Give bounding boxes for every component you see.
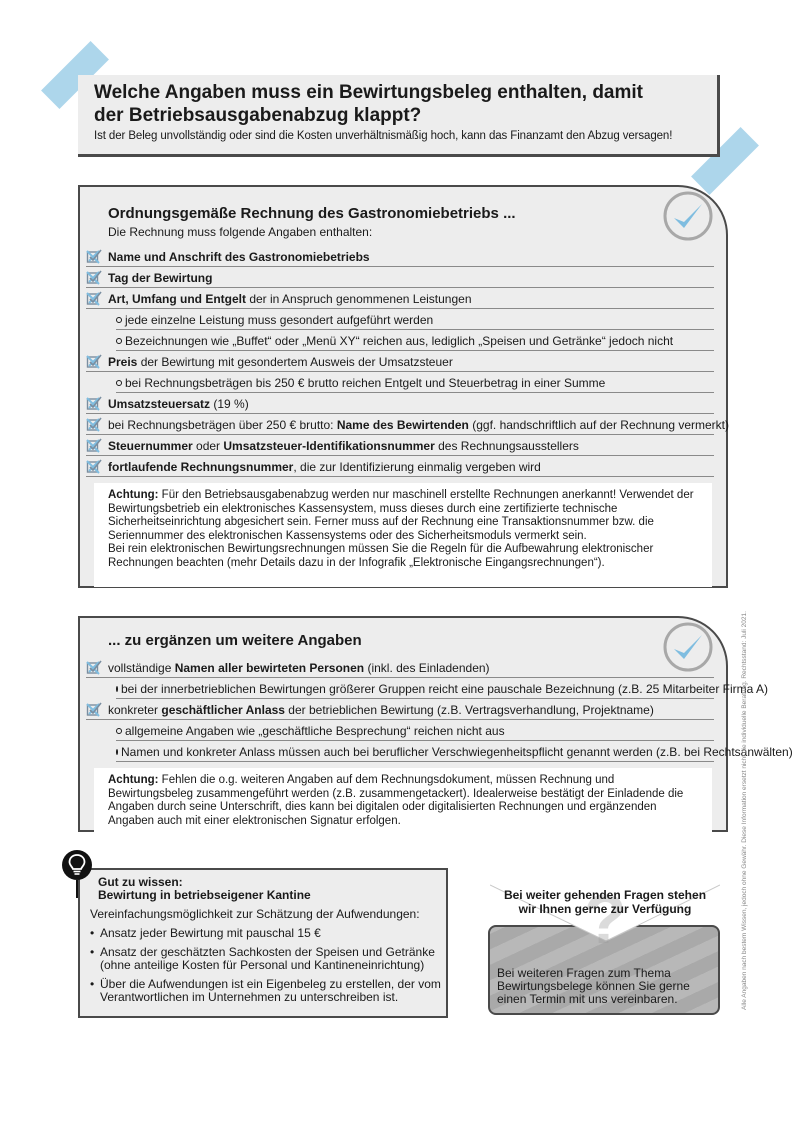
checkbox-checked-icon bbox=[86, 354, 102, 370]
list-item bbox=[86, 700, 714, 720]
list-item bbox=[86, 247, 714, 267]
item-bold: Namen aller bewirteten Personen bbox=[174, 660, 365, 675]
contact-title: Bei weiter gehenden Fragen stehen wir Ihnen gerne zur Verfügung bbox=[503, 888, 707, 916]
checkbox-checked-icon bbox=[86, 249, 102, 265]
item-text: bei Rechnungsbeträgen über 250 € brutto: bbox=[108, 417, 337, 432]
checkbox-checked-icon bbox=[86, 291, 102, 307]
page-title bbox=[94, 81, 717, 127]
item-bold: Art, Umfang und Entgelt bbox=[108, 291, 246, 306]
tip-box bbox=[78, 868, 448, 1018]
item-text: (ggf. handschriftlich auf der Rechnung vermerkt) bbox=[468, 417, 730, 432]
bullet-icon: • bbox=[90, 926, 95, 940]
section-invoice-requirements bbox=[78, 185, 728, 588]
checkbox-checked-icon bbox=[86, 438, 102, 454]
item-text: des Rechnungsausstellers bbox=[434, 438, 579, 453]
list-item bbox=[86, 268, 714, 288]
tip-item bbox=[90, 927, 446, 941]
item-bold: Umsatzsteuer-Identifikationsnummer bbox=[223, 438, 435, 453]
notice-text-2: Bei rein elektronischen Bewirtungsrechnungen müssen Sie die Regeln für die Aufbewahrung elektronischer Rechnungen beachten (mehr Details dazu in der Infografik „Elektronische Eingangsrechnungen“). bbox=[108, 543, 654, 569]
notice-label: Achtung: bbox=[108, 774, 159, 786]
item-text: , die zur Identifizierung einmalig vergeben wird bbox=[293, 459, 541, 474]
lightbulb-icon bbox=[62, 850, 92, 880]
list-item bbox=[86, 436, 714, 456]
list-item bbox=[86, 352, 714, 372]
section-title: ... zu ergänzen um weitere Angaben bbox=[108, 632, 362, 649]
bullet-icon bbox=[116, 749, 118, 755]
notice-box bbox=[94, 483, 712, 587]
item-text: konkreter bbox=[108, 702, 162, 717]
item-text: der betrieblichen Bewirtung (z.B. Vertragsverhandlung, Projektname) bbox=[284, 702, 654, 717]
checkbox-checked-icon bbox=[86, 396, 102, 412]
list-item bbox=[86, 394, 714, 414]
item-bold: Name und Anschrift des Gastronomiebetriebs bbox=[108, 249, 370, 264]
item-text: bei der innerbetrieblichen Bewirtungen größerer Gruppen reicht eine pauschale Bezeichnung (z.B. 25 Mitarbeiter Firma A) bbox=[121, 681, 769, 696]
item-text: der Bewirtung mit gesondertem Ausweis der Umsatzsteuer bbox=[137, 354, 453, 369]
list-subitem bbox=[116, 742, 793, 762]
item-bold: Tag der Bewirtung bbox=[108, 270, 213, 285]
list-item bbox=[86, 457, 714, 477]
notice-text: Fehlen die o.g. weiteren Angaben auf dem Rechnungsdokument, müssen Rechnung und Bewirtungsbeleg zusammengeführt werden (z.B. zusammengetackert). Idealerweise bestätigt der Einladende die Angaben durch seine Unterschrift, dies kann bei digitalen oder digitalisierten Rechnungen und ergänzenden Angaben auch mit einer elektronischen Signatur erfolgen. bbox=[108, 774, 684, 827]
item-text: bei Rechnungsbeträgen bis 250 € brutto reichen Entgelt und Steuerbetrag in einer Summe bbox=[125, 375, 606, 390]
tip-item-text: Ansatz jeder Bewirtung mit pauschal 15 € bbox=[100, 926, 321, 940]
page-title-line2: der Betriebsausgabenabzug klappt? bbox=[94, 105, 422, 126]
bullet-icon bbox=[116, 728, 122, 734]
list-subitem bbox=[116, 373, 714, 393]
item-text: allgemeine Angaben wie „geschäftliche Besprechung“ reichen nicht aus bbox=[125, 723, 505, 738]
item-text: der in Anspruch genommenen Leistungen bbox=[246, 291, 472, 306]
tip-item bbox=[90, 978, 446, 1005]
checkbox-checked-icon bbox=[86, 417, 102, 433]
item-text: Bezeichnungen wie „Buffet“ oder „Menü XY“ reichen aus, lediglich „Speisen und Getränke“ jedoch nicht bbox=[125, 333, 674, 348]
tip-item-text: Über die Aufwendungen ist ein Eigenbeleg zu erstellen, der vom Verantwortlichen im Unternehmen zu unterschreiben ist. bbox=[100, 976, 441, 1004]
tip-intro: Vereinfachungsmöglichkeit zur Schätzung der Aufwendungen: bbox=[90, 907, 420, 921]
item-bold: fortlaufende Rechnungsnummer bbox=[108, 459, 294, 474]
page-subtitle: Ist der Beleg unvollständig oder sind die Kosten unverhältnismäßig hoch, kann das Finanzamt den Abzug versagen! bbox=[94, 130, 673, 142]
svg-text:?: ? bbox=[583, 883, 627, 953]
item-text: jede einzelne Leistung muss gesondert aufgeführt werden bbox=[125, 312, 434, 327]
tip-item bbox=[90, 946, 446, 973]
checkmark-circle-icon bbox=[662, 190, 714, 242]
item-bold: Name des Bewirtenden bbox=[336, 417, 469, 432]
list-item bbox=[86, 415, 730, 435]
tip-item-text: Ansatz der geschätzten Sachkosten der Speisen und Getränke (ohne anteilige Kosten für Personal und Kantineneinrichtung) bbox=[100, 944, 435, 972]
bullet-icon bbox=[116, 686, 118, 692]
list-item bbox=[86, 289, 714, 309]
tip-heading: Gut zu wissen: bbox=[98, 875, 183, 889]
item-bold: geschäftlicher Anlass bbox=[161, 702, 285, 717]
checkbox-checked-icon bbox=[86, 270, 102, 286]
contact-text: Bei weiteren Fragen zum Thema Bewirtungsbelege können Sie gerne einen Termin mit uns vereinbaren. bbox=[497, 966, 690, 1006]
list-subitem bbox=[116, 310, 714, 330]
item-text: oder bbox=[192, 438, 224, 453]
item-bold: Umsatzsteuersatz bbox=[108, 396, 211, 411]
additional-info-list bbox=[86, 658, 793, 763]
page-title-line1: Welche Angaben muss ein Bewirtungsbeleg enthalten, damit bbox=[94, 82, 643, 103]
header-box bbox=[78, 75, 720, 157]
tip-subheading: Bewirtung in betriebseigener Kantine bbox=[98, 888, 311, 902]
list-subitem bbox=[116, 721, 714, 741]
disclaimer-note: Alle Angaben nach bestem Wissen, jedoch ohne Gewähr. Diese Information ersetzt nicht die individuelle Beratung. Rechtsstand: Juli 2021. bbox=[741, 611, 748, 1010]
item-text: (19 %) bbox=[210, 396, 249, 411]
bullet-icon: • bbox=[90, 944, 95, 959]
item-bold: Steuernummer bbox=[108, 438, 193, 453]
list-subitem bbox=[116, 679, 769, 699]
list-subitem bbox=[116, 331, 714, 351]
section-intro: Die Rechnung muss folgende Angaben enthalten: bbox=[108, 225, 373, 239]
bullet-icon bbox=[116, 380, 122, 386]
requirements-list bbox=[86, 247, 730, 478]
item-text: Namen und konkreter Anlass müssen auch bei beruflicher Verschwiegenheitspflicht genannt werden (z.B. bei Rechtsanwälten) bbox=[121, 744, 793, 759]
section-title: Ordnungsgemäße Rechnung des Gastronomiebetriebs ... bbox=[108, 205, 516, 222]
bullet-icon: • bbox=[90, 976, 95, 991]
tip-list bbox=[90, 927, 446, 1005]
notice-label: Achtung: bbox=[108, 489, 159, 501]
item-bold: Preis bbox=[108, 354, 138, 369]
checkbox-checked-icon bbox=[86, 660, 102, 676]
bullet-icon bbox=[116, 317, 122, 323]
list-item bbox=[86, 658, 714, 678]
checkbox-checked-icon bbox=[86, 459, 102, 475]
item-text: vollständige bbox=[108, 660, 175, 675]
notice-box bbox=[94, 768, 712, 836]
item-text: (inkl. des Einladenden) bbox=[364, 660, 490, 675]
checkbox-checked-icon bbox=[86, 702, 102, 718]
notice-text: Für den Betriebsausgabenabzug werden nur maschinell erstellte Rechnungen anerkannt! Verwendet der Bewirtungsbetrieb ein elektronisches Kassensystem, muss dieses durch eine zertifizierte technische Sicherheitseinrichtung abgesichert sein. Ferner muss auf der Rechnung eine Transaktionsnummer bzw. die Seriennummer des elektronischen Kassensystems oder des Sicherheitsmoduls vermerkt sein. bbox=[108, 489, 694, 542]
bullet-icon bbox=[116, 338, 122, 344]
